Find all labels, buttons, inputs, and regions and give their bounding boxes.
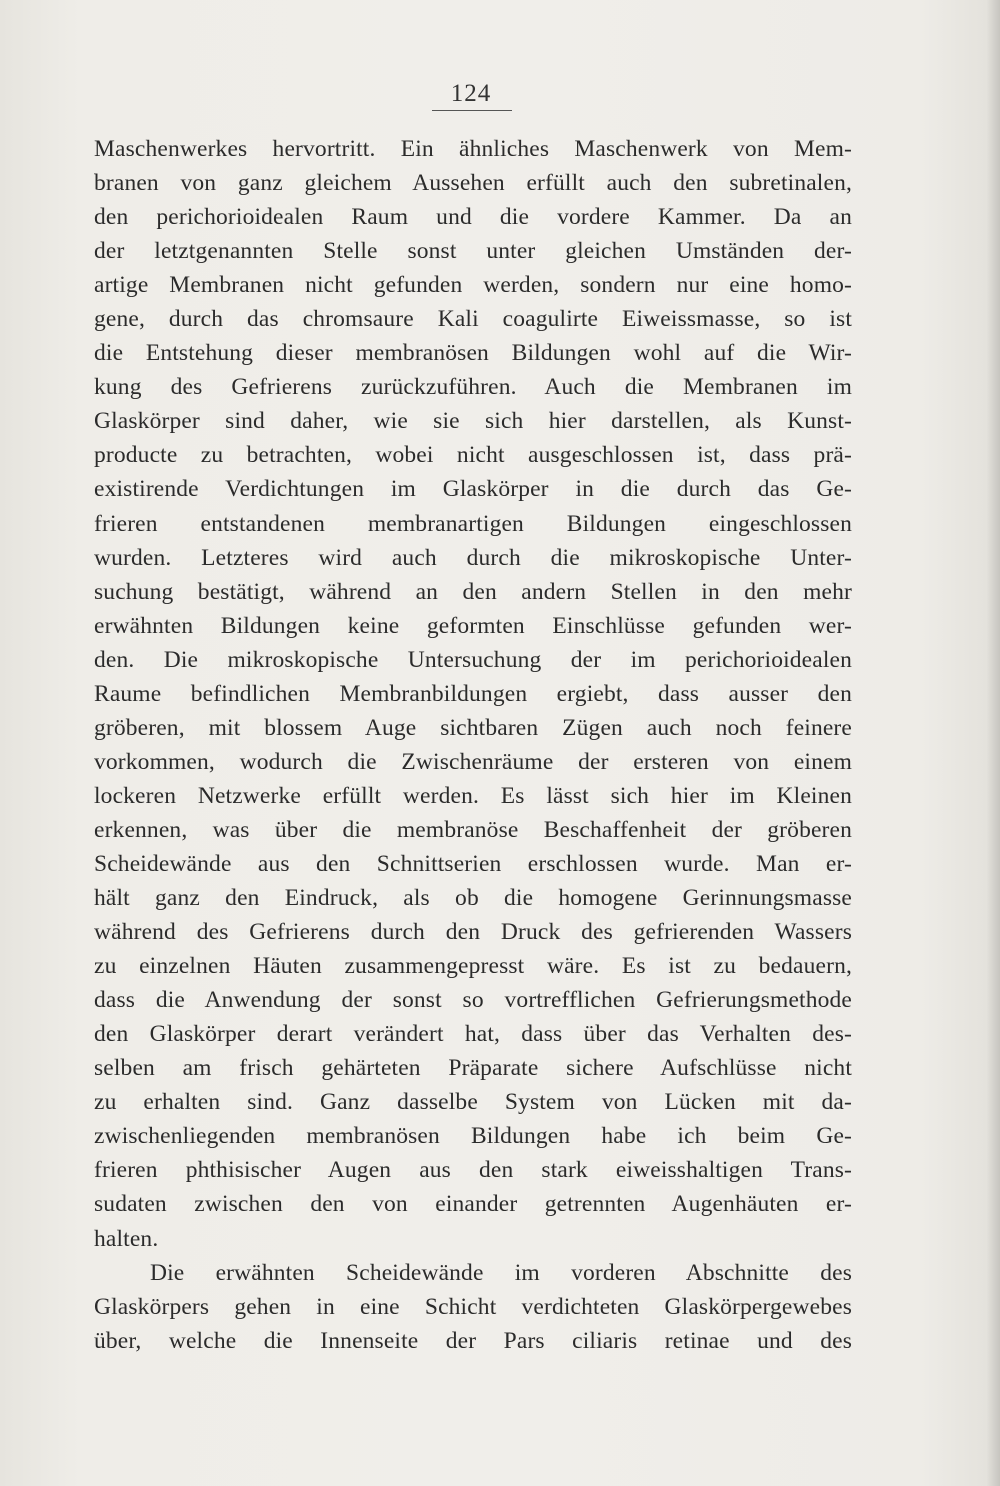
text-line: Glaskörpers gehen in eine Schicht verdichteten Glaskörpergewebes bbox=[94, 1293, 852, 1320]
text-line: erkennen, was über die membranöse Beschaffenheit der gröberen bbox=[94, 816, 852, 843]
text-line: den Glaskörper derart verändert hat, dass über das Verhalten des- bbox=[94, 1021, 852, 1048]
text-line: während des Gefrierens durch den Druck des gefrierenden Wassers bbox=[94, 919, 852, 946]
text-line: frieren entstandenen membranartigen Bildungen eingeschlossen bbox=[94, 510, 852, 537]
text-line: suchung bestätigt, während an den andern Stellen in den mehr bbox=[94, 578, 852, 605]
text-line: sudaten zwischen den von einander getrennten Augenhäuten er- bbox=[94, 1191, 852, 1218]
page-edge-shadow bbox=[986, 0, 1000, 1486]
text-line: vorkommen, wodurch die Zwischenräume der ersteren von einem bbox=[94, 748, 852, 775]
text-line: artige Membranen nicht gefunden werden, sondern nur eine homo- bbox=[94, 272, 852, 299]
text-line: frieren phthisischer Augen aus den stark eiweisshaltigen Trans- bbox=[94, 1157, 852, 1184]
text-line: zu einzelnen Häuten zusammengepresst wäre. Es ist zu bedauern, bbox=[94, 953, 852, 980]
text-line: kung des Gefrierens zurückzuführen. Auch die Membranen im bbox=[94, 374, 852, 401]
text-line: den. Die mikroskopische Untersuchung der im perichorioidealen bbox=[94, 646, 852, 673]
text-line: der letztgenannten Stelle sonst unter gleichen Umständen der- bbox=[94, 238, 852, 265]
text-line: branen von ganz gleichem Aussehen erfüllt auch den subretinalen, bbox=[94, 170, 852, 197]
page-number-rule bbox=[432, 110, 512, 111]
text-line: existirende Verdichtungen im Glaskörper in die durch das Ge- bbox=[94, 476, 852, 503]
text-line: Scheidewände aus den Schnittserien erschlossen wurde. Man er- bbox=[94, 850, 852, 877]
text-line: über, welche die Innenseite der Pars ciliaris retinae und des bbox=[94, 1327, 852, 1354]
text-line: Maschenwerkes hervortritt. Ein ähnliches Maschenwerk von Mem- bbox=[94, 136, 852, 162]
body-text bbox=[94, 132, 852, 1358]
paragraph-start-line: Die erwähnten Scheidewände im vorderen Abschnitte des bbox=[150, 1259, 852, 1286]
text-line: zwischenliegenden membranösen Bildungen habe ich beim Ge- bbox=[94, 1123, 852, 1150]
text-line: hält ganz den Eindruck, als ob die homogene Gerinnungsmasse bbox=[94, 885, 852, 912]
text-line: erwähnten Bildungen keine geformten Einschlüsse gefunden wer- bbox=[94, 612, 852, 639]
page-number: 124 bbox=[450, 80, 492, 107]
text-line: gröberen, mit blossem Auge sichtbaren Zügen auch noch feinere bbox=[94, 714, 852, 741]
text-line: zu erhalten sind. Ganz dasselbe System von Lücken mit da- bbox=[94, 1089, 852, 1116]
text-line: dass die Anwendung der sonst so vortrefflichen Gefrierungsmethode bbox=[94, 987, 852, 1014]
text-line: die Entstehung dieser membranösen Bildungen wohl auf die Wir- bbox=[94, 340, 852, 367]
text-line: Glaskörper sind daher, wie sie sich hier darstellen, als Kunst- bbox=[94, 408, 852, 435]
text-line: producte zu betrachten, wobei nicht ausgeschlossen ist, dass prä- bbox=[94, 442, 852, 469]
text-line: wurden. Letzteres wird auch durch die mikroskopische Unter- bbox=[94, 544, 852, 571]
text-line: gene, durch das chromsaure Kali coagulirte Eiweissmasse, so ist bbox=[94, 306, 852, 333]
text-line: Raume befindlichen Membranbildungen ergiebt, dass ausser den bbox=[94, 680, 852, 707]
paragraph-end-line: halten. bbox=[94, 1225, 159, 1252]
text-line: den perichorioidealen Raum und die vordere Kammer. Da an bbox=[94, 204, 852, 231]
text-line: lockeren Netzwerke erfüllt werden. Es lässt sich hier im Kleinen bbox=[94, 782, 852, 809]
text-line: selben am frisch gehärteten Präparate sichere Aufschlüsse nicht bbox=[94, 1055, 852, 1082]
